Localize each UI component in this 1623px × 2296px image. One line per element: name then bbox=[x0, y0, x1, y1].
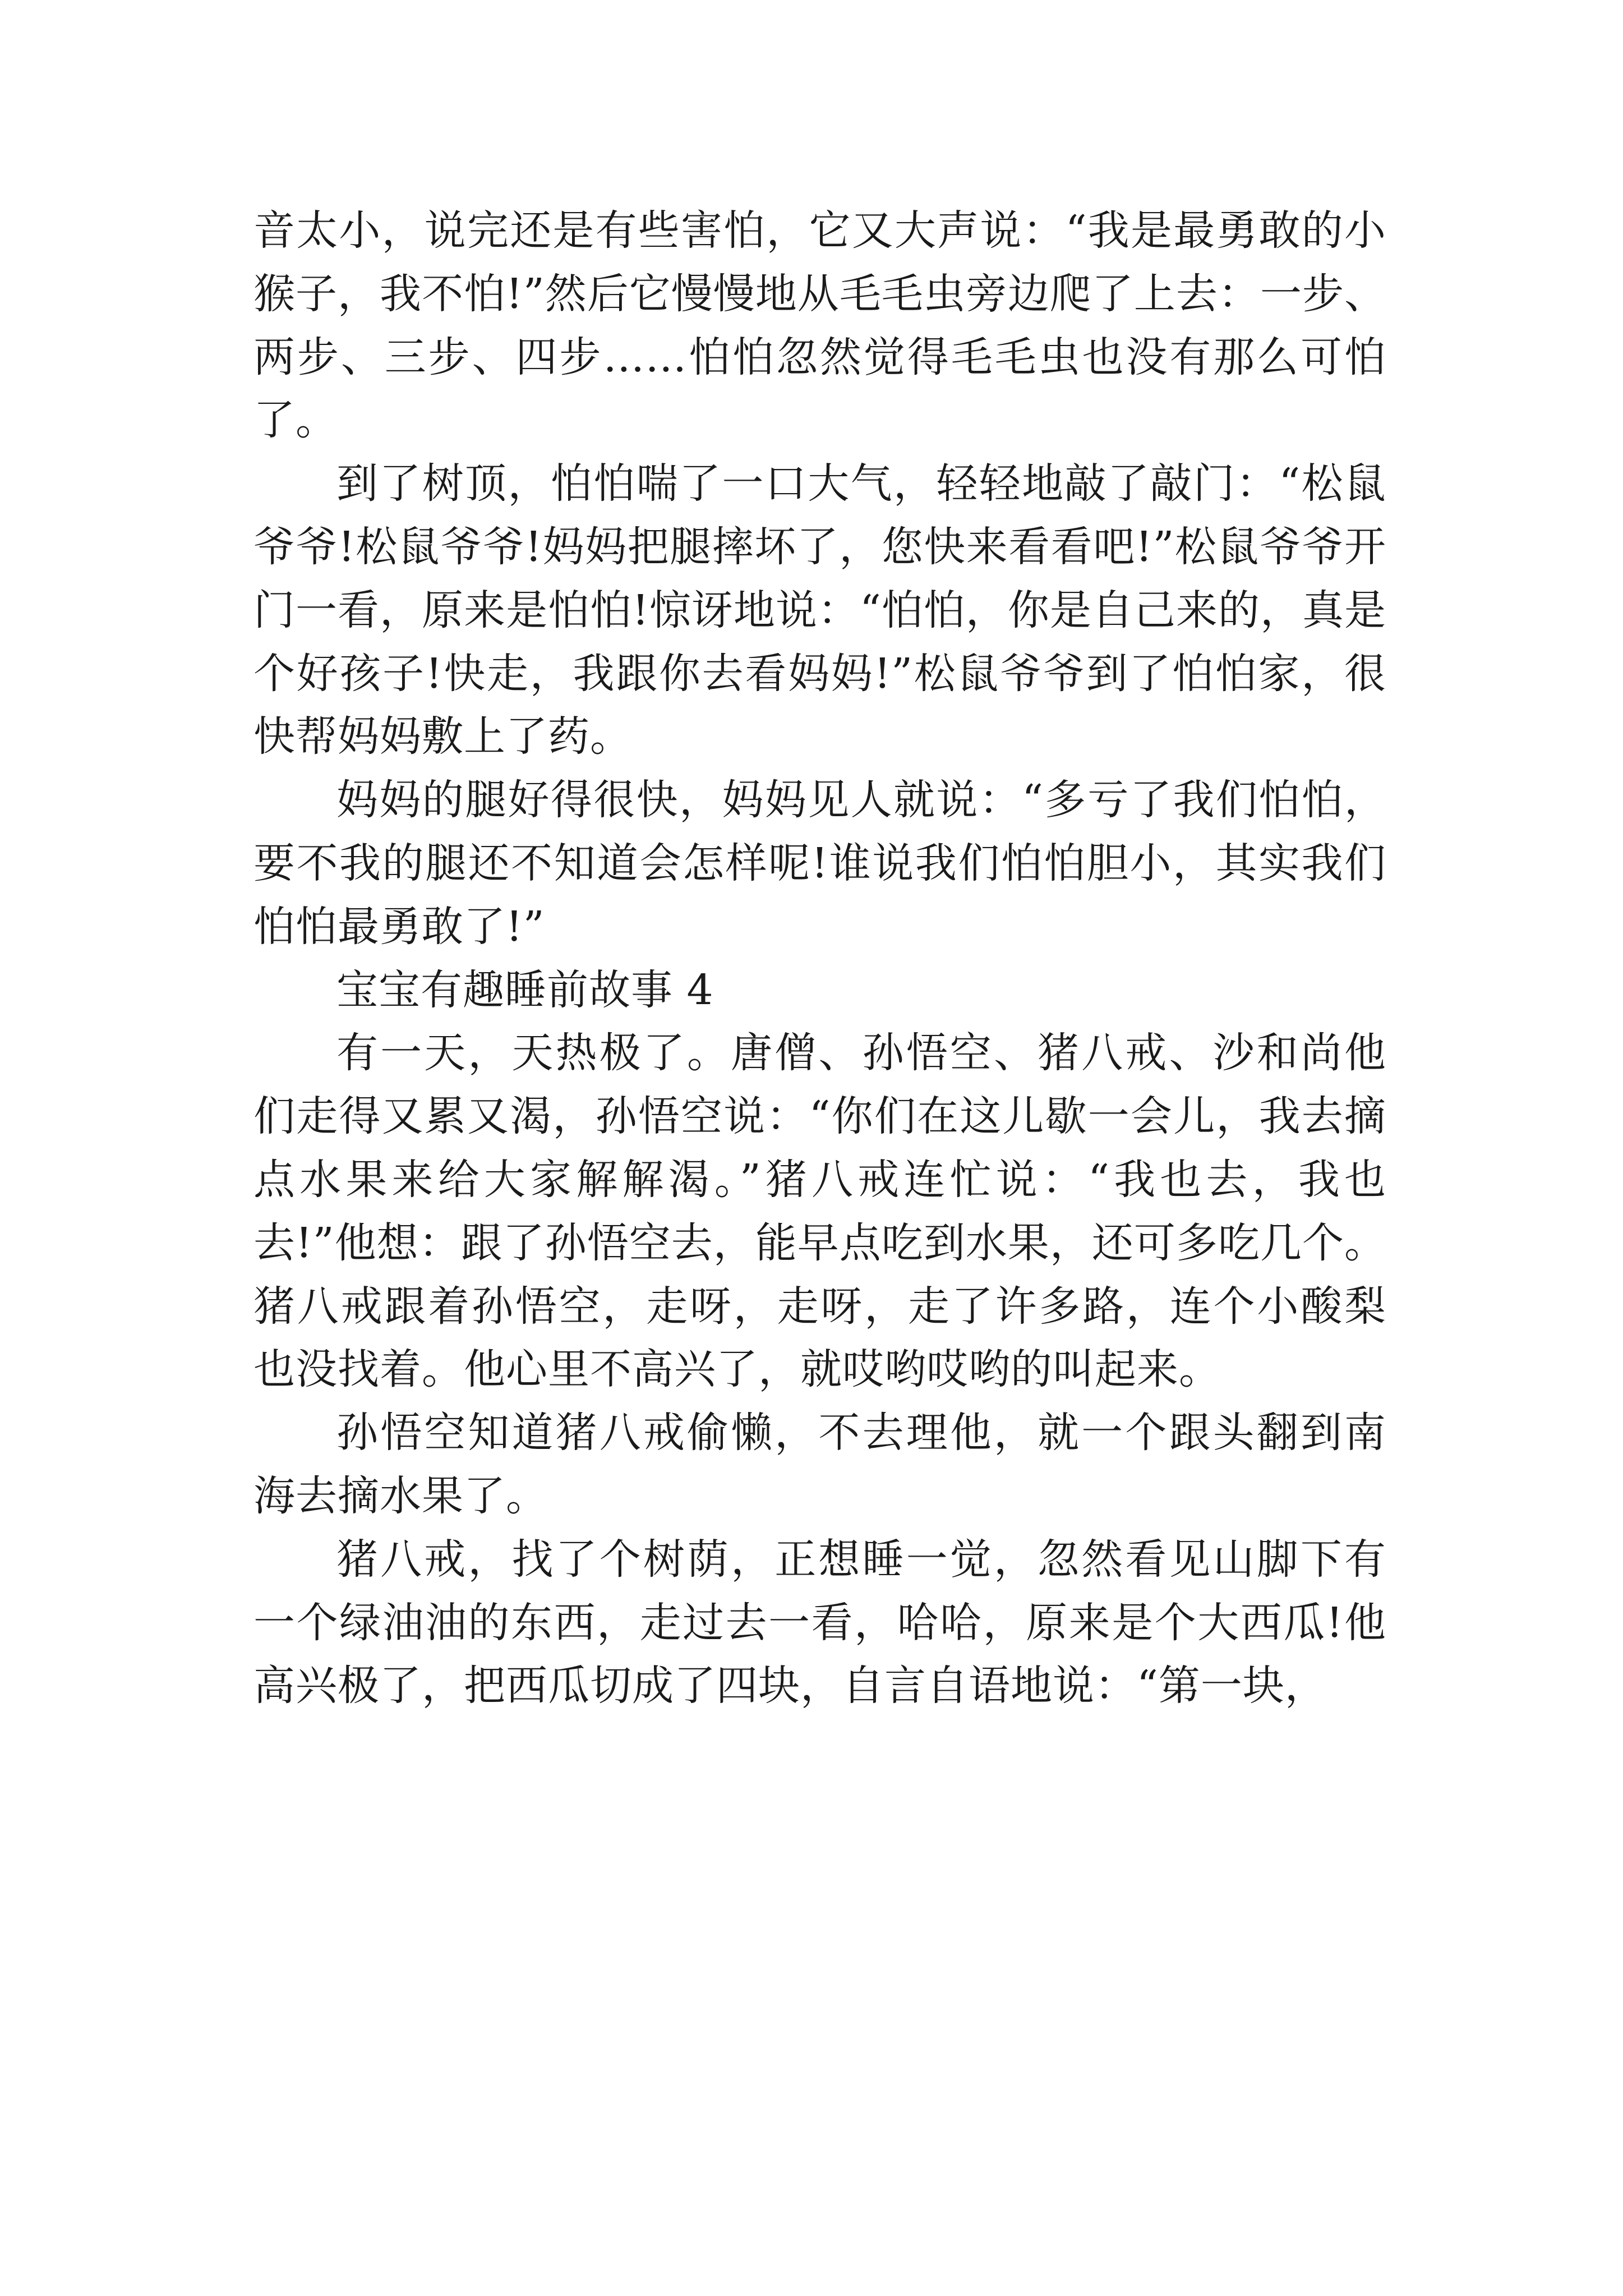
story-heading: 宝宝有趣睡前故事 4 bbox=[336, 965, 714, 1014]
paragraph-continuation: 音太小，说完还是有些害怕，它又大声说：“我是最勇敢的小猴子，我不怕!”然后它慢慢地从毛毛虫旁边爬了上去：一步、两步、三步、四步……怕怕忽然觉得毛毛虫也没有那么可怕了。 bbox=[253, 206, 1386, 445]
paragraph: 猪八戒，找了个树荫，正想睡一觉，忽然看见山脚下有一个绿油油的东西，走过去一看，哈哈，原来是个大西瓜!他高兴极了，把西瓜切成了四块，自言自语地说：“第一块， bbox=[253, 1535, 1386, 1710]
story-text bbox=[253, 199, 1386, 1718]
paragraph: 孙悟空知道猪八戒偷懒，不去理他，就一个跟头翻到南海去摘水果了。 bbox=[253, 1409, 1386, 1520]
paragraph: 妈妈的腿好得很快，妈妈见人就说：“多亏了我们怕怕，要不我的腿还不知道会怎样呢!谁说我们怕怕胆小，其实我们怕怕最勇敢了!” bbox=[253, 776, 1386, 951]
paragraph: 到了树顶，怕怕喘了一口大气，轻轻地敲了敲门：“松鼠爷爷!松鼠爷爷!妈妈把腿摔坏了，您快来看看吧!”松鼠爷爷开门一看，原来是怕怕!惊讶地说：“怕怕，你是自己来的，真是个好孩子!快走，我跟你去看妈妈!”松鼠爷爷到了怕怕家，很快帮妈妈敷上了药。 bbox=[253, 459, 1386, 761]
paragraph: 有一天，天热极了。唐僧、孙悟空、猪八戒、沙和尚他们走得又累又渴，孙悟空说：“你们在这儿歇一会儿，我去摘点水果来给大家解解渴。”猪八戒连忙说：“我也去，我也去!”他想：跟了孙悟空去，能早点吃到水果，还可多吃几个。猪八戒跟着孙悟空，走呀，走呀，走了许多路，连个小酸梨也没找着。他心里不高兴了，就哎哟哎哟的叫起来。 bbox=[253, 1029, 1386, 1394]
